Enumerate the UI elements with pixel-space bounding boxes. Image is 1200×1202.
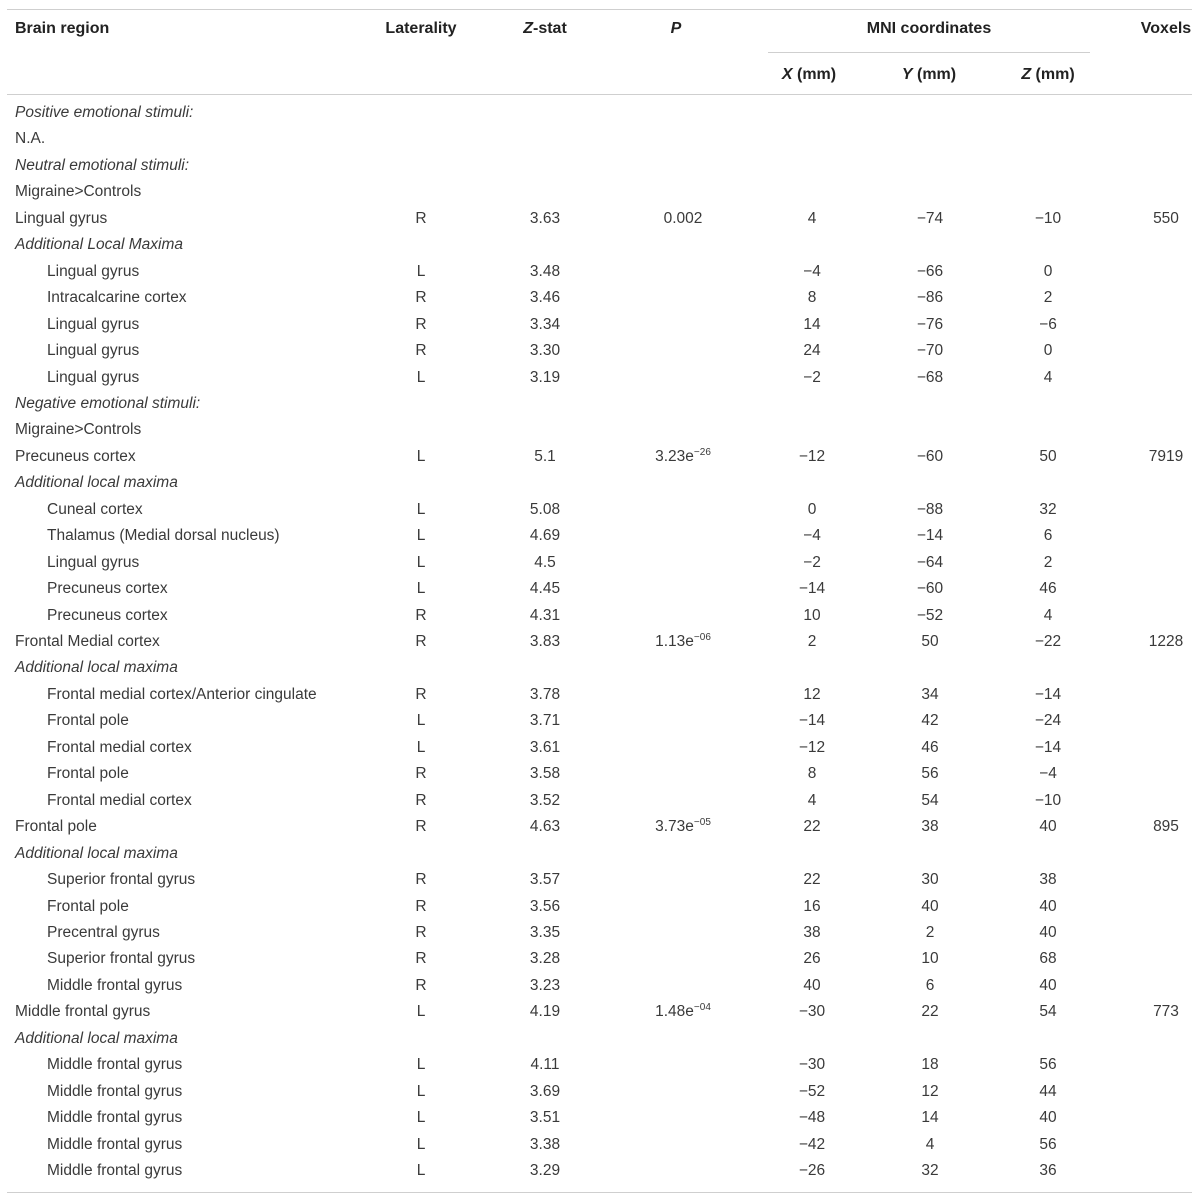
brain-region-cell: Middle frontal gyrus [47, 1056, 183, 1073]
zstat-cell: 4.63 [529, 818, 561, 835]
brain-region-cell: Middle frontal gyrus [47, 1083, 183, 1100]
laterality-cell: R [415, 924, 427, 941]
table-top-rule [7, 9, 1192, 10]
y-coord-cell: −60 [916, 448, 944, 465]
z-coord-cell: 54 [1039, 1003, 1057, 1020]
zstat-cell: 3.52 [529, 792, 561, 809]
x-coord-cell: −42 [798, 1136, 826, 1153]
y-coord-cell: −52 [916, 607, 944, 624]
z-coord-cell: 40 [1039, 898, 1057, 915]
header-voxels: Voxels [1140, 20, 1192, 37]
brain-region-cell: Precentral gyrus [47, 924, 160, 941]
y-coord-cell: 6 [925, 977, 935, 994]
x-coord-cell: −30 [798, 1056, 826, 1073]
p-value-cell [655, 1003, 711, 1021]
brain-region-cell: Precuneus cortex [47, 580, 168, 597]
z-coord-cell: −14 [1034, 686, 1062, 703]
laterality-cell: R [415, 765, 427, 782]
header-x-mm [782, 66, 836, 84]
y-coord-cell: −66 [916, 263, 944, 280]
zstat-cell: 3.71 [529, 712, 561, 729]
section-label: Negative emotional stimuli: [15, 395, 201, 412]
brain-region-cell: Lingual gyrus [47, 554, 140, 571]
brain-region-cell: Cuneal cortex [47, 501, 143, 518]
zstat-cell: 3.23 [529, 977, 561, 994]
x-coord-cell: 0 [807, 501, 817, 518]
z-coord-cell: 44 [1039, 1083, 1057, 1100]
laterality-cell: L [416, 369, 426, 386]
z-coord-cell: 56 [1039, 1136, 1057, 1153]
zstat-cell: 3.48 [529, 263, 561, 280]
zstat-cell: 3.28 [529, 950, 561, 967]
y-coord-cell: 32 [921, 1162, 939, 1179]
zstat-cell: 3.57 [529, 871, 561, 888]
laterality-cell: R [415, 686, 427, 703]
brain-region-cell: Migraine>Controls [15, 183, 142, 200]
laterality-cell: L [416, 1109, 426, 1126]
brain-region-cell: Middle frontal gyrus [47, 977, 183, 994]
header-x-italic: X [781, 66, 793, 83]
mni-subheader-rule [768, 52, 1090, 53]
z-coord-cell: 46 [1039, 580, 1057, 597]
zstat-cell: 3.83 [529, 633, 561, 650]
brain-region-cell: Frontal pole [47, 765, 129, 782]
y-coord-cell: 14 [921, 1109, 939, 1126]
z-coord-cell: 40 [1039, 924, 1057, 941]
brain-region-cell: Thalamus (Medial dorsal nucleus) [47, 527, 280, 544]
header-brain-region: Brain region [15, 20, 110, 37]
y-coord-cell: −60 [916, 580, 944, 597]
brain-region-cell: Lingual gyrus [15, 210, 108, 227]
z-coord-cell: 50 [1039, 448, 1057, 465]
voxels-cell: 1228 [1148, 633, 1184, 650]
zstat-cell: 3.35 [529, 924, 561, 941]
z-coord-cell: 6 [1043, 527, 1053, 544]
y-coord-cell: 10 [921, 950, 939, 967]
p-value-cell [655, 633, 711, 651]
y-coord-cell: −70 [916, 342, 944, 359]
x-coord-cell: 4 [807, 210, 817, 227]
x-coord-cell: −14 [798, 580, 826, 597]
x-coord-cell: 38 [803, 924, 821, 941]
p-value-base: 3.23e [655, 448, 694, 465]
z-coord-cell: −14 [1034, 739, 1062, 756]
laterality-cell: R [415, 342, 427, 359]
zstat-cell: 3.78 [529, 686, 561, 703]
y-coord-cell: −68 [916, 369, 944, 386]
z-coord-cell: 40 [1039, 1109, 1057, 1126]
p-value-base: 3.73e [655, 818, 694, 835]
z-coord-cell: −24 [1034, 712, 1062, 729]
x-coord-cell: −4 [803, 263, 821, 280]
z-coord-cell: 36 [1039, 1162, 1057, 1179]
section-label: Positive emotional stimuli: [15, 104, 194, 121]
header-p-italic: P [670, 20, 682, 37]
y-coord-cell: −74 [916, 210, 944, 227]
x-coord-cell: 26 [803, 950, 821, 967]
brain-region-cell: Lingual gyrus [47, 342, 140, 359]
section-label: Neutral emotional stimuli: [15, 157, 190, 174]
y-coord-cell: −88 [916, 501, 944, 518]
section-label: Additional local maxima [15, 659, 178, 676]
brain-region-cell: Migraine>Controls [15, 421, 142, 438]
laterality-cell: L [416, 1003, 426, 1020]
header-y-unit: (mm) [912, 66, 957, 83]
zstat-cell: 4.45 [529, 580, 561, 597]
laterality-cell: R [415, 818, 427, 835]
x-coord-cell: −4 [803, 527, 821, 544]
brain-region-cell: Precuneus cortex [47, 607, 168, 624]
voxels-cell: 895 [1153, 818, 1179, 835]
header-zstat [523, 20, 567, 38]
laterality-cell: R [415, 633, 427, 650]
x-coord-cell: 4 [807, 792, 817, 809]
brain-region-cell: Lingual gyrus [47, 316, 140, 333]
laterality-cell: L [416, 1083, 426, 1100]
p-value-exponent: −26 [693, 447, 711, 458]
z-coord-cell: 2 [1043, 289, 1053, 306]
laterality-cell: R [415, 792, 427, 809]
zstat-cell: 3.30 [529, 342, 561, 359]
section-label: Additional local maxima [15, 1030, 178, 1047]
p-value-base: 0.002 [663, 210, 703, 227]
brain-region-cell: Superior frontal gyrus [47, 871, 196, 888]
y-coord-cell: 34 [921, 686, 939, 703]
zstat-cell: 3.34 [529, 316, 561, 333]
laterality-cell: R [415, 977, 427, 994]
section-label: Additional local maxima [15, 474, 178, 491]
p-value-cell [664, 210, 703, 228]
p-value-exponent: −05 [693, 817, 711, 828]
x-coord-cell: 14 [803, 316, 821, 333]
header-x-unit: (mm) [792, 66, 837, 83]
laterality-cell: R [415, 898, 427, 915]
y-coord-cell: −76 [916, 316, 944, 333]
x-coord-cell: 8 [807, 765, 817, 782]
x-coord-cell: 24 [803, 342, 821, 359]
brain-region-cell: Middle frontal gyrus [47, 1162, 183, 1179]
y-coord-cell: −64 [916, 554, 944, 571]
y-coord-cell: 56 [921, 765, 939, 782]
laterality-cell: R [415, 607, 427, 624]
brain-region-cell: Frontal medial cortex [47, 739, 192, 756]
y-coord-cell: 30 [921, 871, 939, 888]
laterality-cell: L [416, 1162, 426, 1179]
y-coord-cell: 18 [921, 1056, 939, 1073]
y-coord-cell: 22 [921, 1003, 939, 1020]
zstat-cell: 4.31 [529, 607, 561, 624]
x-coord-cell: −14 [798, 712, 826, 729]
zstat-cell: 3.58 [529, 765, 561, 782]
laterality-cell: L [416, 501, 426, 518]
y-coord-cell: 54 [921, 792, 939, 809]
z-coord-cell: −22 [1034, 633, 1062, 650]
p-value-exponent: −04 [693, 1002, 711, 1013]
header-zstat-rest: -stat [533, 20, 567, 37]
header-p [671, 20, 682, 38]
zstat-cell: 5.1 [534, 448, 556, 465]
brain-region-cell: Superior frontal gyrus [47, 950, 196, 967]
brain-region-cell: Frontal pole [47, 712, 129, 729]
laterality-cell: R [415, 210, 427, 227]
p-value-cell [655, 448, 711, 466]
z-coord-cell: 0 [1043, 342, 1053, 359]
laterality-cell: R [415, 871, 427, 888]
z-coord-cell: −10 [1034, 792, 1062, 809]
p-value-cell [655, 818, 711, 836]
x-coord-cell: 22 [803, 871, 821, 888]
y-coord-cell: 42 [921, 712, 939, 729]
header-bottom-rule [7, 94, 1192, 95]
brain-region-cell: Intracalcarine cortex [47, 289, 187, 306]
voxels-cell: 550 [1153, 210, 1179, 227]
z-coord-cell: −6 [1039, 316, 1057, 333]
z-coord-cell: 4 [1043, 607, 1053, 624]
x-coord-cell: −2 [803, 369, 821, 386]
brain-region-cell: Frontal pole [15, 818, 97, 835]
x-coord-cell: −26 [798, 1162, 826, 1179]
x-coord-cell: 40 [803, 977, 821, 994]
brain-region-cell: Lingual gyrus [47, 263, 140, 280]
section-label: Additional Local Maxima [15, 236, 184, 253]
y-coord-cell: 12 [921, 1083, 939, 1100]
x-coord-cell: 16 [803, 898, 821, 915]
z-coord-cell: 40 [1039, 818, 1057, 835]
zstat-cell: 4.5 [534, 554, 556, 571]
zstat-cell: 4.11 [530, 1056, 560, 1073]
z-coord-cell: 0 [1043, 263, 1053, 280]
y-coord-cell: 4 [925, 1136, 935, 1153]
y-coord-cell: −14 [916, 527, 944, 544]
y-coord-cell: 40 [921, 898, 939, 915]
z-coord-cell: −4 [1039, 765, 1057, 782]
x-coord-cell: 22 [803, 818, 821, 835]
brain-region-cell: Middle frontal gyrus [47, 1109, 183, 1126]
p-value-base: 1.13e [655, 633, 694, 650]
z-coord-cell: −10 [1034, 210, 1062, 227]
zstat-cell: 4.69 [529, 527, 561, 544]
z-coord-cell: 32 [1039, 501, 1057, 518]
z-coord-cell: 2 [1043, 554, 1053, 571]
y-coord-cell: 50 [921, 633, 939, 650]
header-z-mm [1021, 66, 1074, 84]
zstat-cell: 3.19 [529, 369, 561, 386]
z-coord-cell: 4 [1043, 369, 1053, 386]
brain-region-cell: Middle frontal gyrus [15, 1003, 151, 1020]
y-coord-cell: 2 [925, 924, 935, 941]
header-z-unit: (mm) [1031, 66, 1075, 83]
zstat-cell: 4.19 [529, 1003, 561, 1020]
p-value-base: 1.48e [655, 1003, 694, 1020]
header-laterality: Laterality [385, 20, 457, 37]
x-coord-cell: −2 [803, 554, 821, 571]
laterality-cell: R [415, 289, 427, 306]
zstat-cell: 5.08 [529, 501, 561, 518]
y-coord-cell: 38 [921, 818, 939, 835]
laterality-cell: R [415, 316, 427, 333]
y-coord-cell: 46 [921, 739, 939, 756]
z-coord-cell: 68 [1039, 950, 1057, 967]
x-coord-cell: −12 [798, 739, 826, 756]
laterality-cell: L [416, 712, 426, 729]
voxels-cell: 7919 [1148, 448, 1184, 465]
zstat-cell: 3.51 [529, 1109, 561, 1126]
brain-region-cell: Frontal Medial cortex [15, 633, 160, 650]
laterality-cell: L [416, 739, 426, 756]
laterality-cell: L [416, 1136, 426, 1153]
x-coord-cell: 8 [807, 289, 817, 306]
laterality-cell: L [416, 580, 426, 597]
brain-region-cell: Lingual gyrus [47, 369, 140, 386]
zstat-cell: 3.29 [529, 1162, 561, 1179]
header-y-mm [902, 66, 956, 84]
brain-region-cell: Frontal pole [47, 898, 129, 915]
z-coord-cell: 40 [1039, 977, 1057, 994]
laterality-cell: R [415, 950, 427, 967]
brain-region-cell: Frontal medial cortex/Anterior cingulate [47, 686, 317, 703]
zstat-cell: 3.46 [529, 289, 561, 306]
laterality-cell: L [416, 263, 426, 280]
x-coord-cell: 2 [807, 633, 817, 650]
z-coord-cell: 56 [1039, 1056, 1057, 1073]
table-bottom-rule [7, 1192, 1192, 1193]
laterality-cell: L [416, 1056, 426, 1073]
section-label: Additional local maxima [15, 845, 178, 862]
laterality-cell: L [416, 554, 426, 571]
x-coord-cell: −48 [798, 1109, 826, 1126]
zstat-cell: 3.38 [529, 1136, 561, 1153]
zstat-cell: 3.69 [529, 1083, 561, 1100]
voxels-cell: 773 [1153, 1003, 1179, 1020]
x-coord-cell: 12 [803, 686, 821, 703]
zstat-cell: 3.61 [529, 739, 561, 756]
zstat-cell: 3.63 [529, 210, 561, 227]
header-z-italic: Z [1021, 66, 1032, 83]
zstat-cell: 3.56 [529, 898, 561, 915]
header-y-italic: Y [901, 66, 913, 83]
brain-region-cell: Frontal medial cortex [47, 792, 192, 809]
x-coord-cell: −12 [798, 448, 826, 465]
header-mni-coordinates: MNI coordinates [866, 20, 992, 37]
x-coord-cell: −30 [798, 1003, 826, 1020]
p-value-exponent: −06 [693, 632, 711, 643]
laterality-cell: L [416, 527, 426, 544]
brain-region-cell: Middle frontal gyrus [47, 1136, 183, 1153]
laterality-cell: L [416, 448, 426, 465]
brain-region-cell: N.A. [15, 130, 46, 147]
header-zstat-italic: Z [523, 20, 533, 37]
y-coord-cell: −86 [916, 289, 944, 306]
brain-region-cell: Precuneus cortex [15, 448, 136, 465]
x-coord-cell: 10 [803, 607, 821, 624]
x-coord-cell: −52 [798, 1083, 826, 1100]
z-coord-cell: 38 [1039, 871, 1057, 888]
